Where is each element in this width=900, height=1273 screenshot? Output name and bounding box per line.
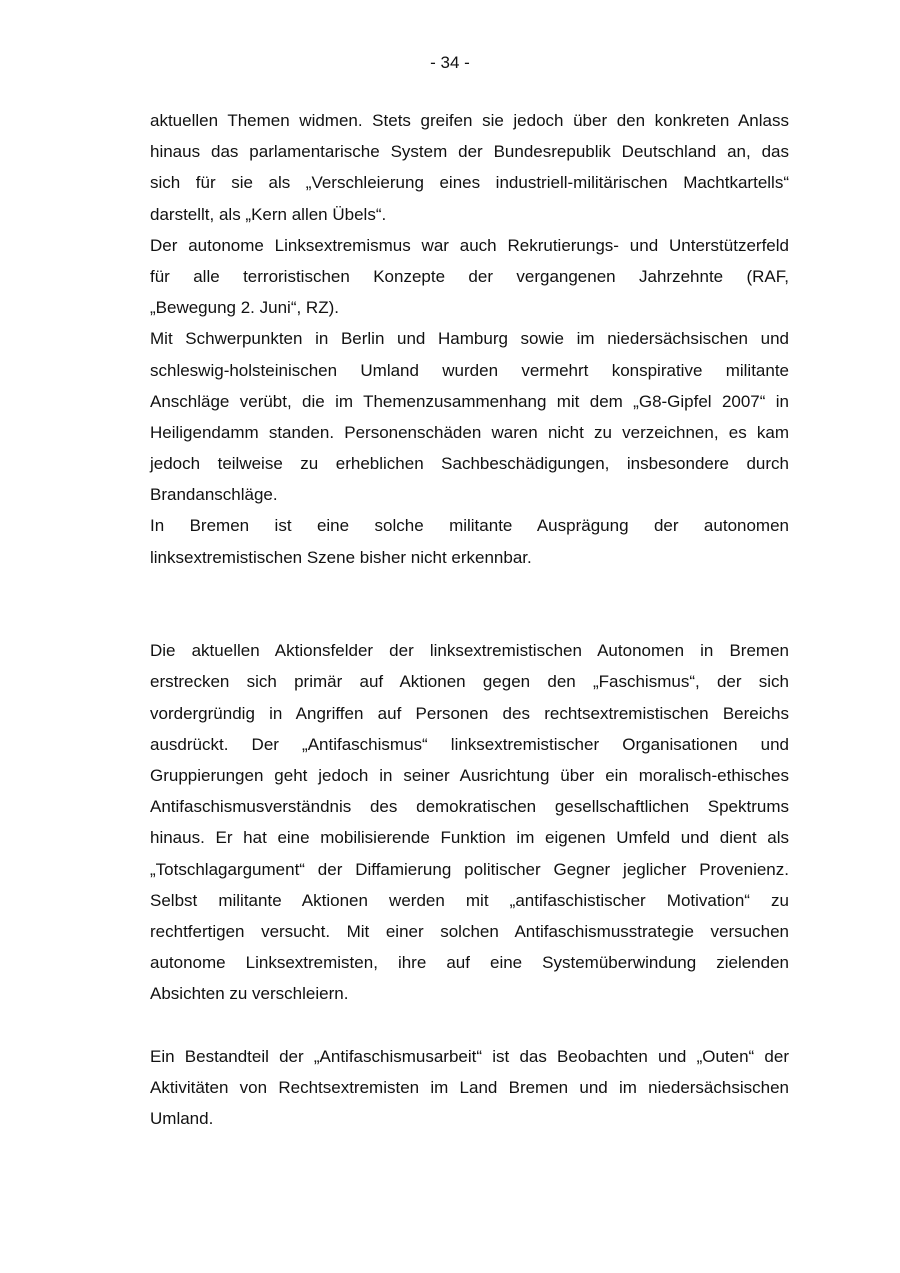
text-line: Gruppierungen geht jedoch in seiner Ausrichtung über ein moralisch-ethisches [150,765,789,785]
text-line: Heiligendamm standen. Personenschäden waren nicht zu verzeichnen, es kam [150,422,789,442]
document-body [150,105,789,1134]
spacer [150,573,789,635]
text-line: aktuellen Themen widmen. Stets greifen sie jedoch über den konkreten Anlass [150,111,789,130]
text-line: schleswig-holsteinischen Umland wurden vermehrt konspirative militante [150,360,789,380]
paragraph [150,230,789,324]
text-line: Absichten zu verschleiern. [150,984,349,1004]
text-line: jedoch teilweise zu erheblichen Sachbeschädigungen, insbesondere durch [150,454,789,474]
text-line: hinaus. Er hat eine mobilisierende Funktion im eigenen Umfeld und dient als [150,828,789,848]
text-line: ausdrückt. Der „Antifaschismus“ linksextremistischer Organisationen und [150,734,789,754]
text-line: „Bewegung 2. Juni“, RZ). [150,298,339,318]
paragraph [150,105,789,230]
text-line: Der autonome Linksextremismus war auch Rekrutierungs- und Unterstützerfeld [150,235,789,255]
text-line: linksextremistischen Szene bisher nicht erkennbar. [150,547,532,567]
paragraph [150,510,789,572]
paragraph [150,1041,789,1135]
text-line: Umland. [150,1109,214,1129]
text-line: Aktivitäten von Rechtsextremisten im Land Bremen und im niedersächsischen [150,1077,789,1097]
text-line: Ein Bestandteil der „Antifaschismusarbeit“ ist das Beobachten und „Outen“ der [150,1046,789,1066]
paragraph [150,323,789,510]
text-line: für alle terroristischen Konzepte der vergangenen Jahrzehnte (RAF, [150,266,789,286]
text-line: Anschläge verübt, die im Themenzusammenhang mit dem „G8-Gipfel 2007“ in [150,391,789,411]
text-line: autonome Linksextremisten, ihre auf eine Systemüberwindung zielenden [150,953,789,973]
spacer [150,1009,789,1040]
text-line: „Totschlagargument“ der Diffamierung politischer Gegner jeglicher Provenienz. [150,859,789,879]
text-line: hinaus das parlamentarische System der Bundesrepublik Deutschland an, das [150,142,789,162]
text-line: In Bremen ist eine solche militante Ausprägung der autonomen [150,516,789,536]
text-line: Die aktuellen Aktionsfelder der linksextremistischen Autonomen in Bremen [150,641,789,661]
text-line: darstellt, als „Kern allen Übels“. [150,204,387,224]
text-line: Brandanschläge. [150,485,278,505]
text-line: Selbst militante Aktionen werden mit „antifaschistischer Motivation“ zu [150,890,789,910]
paragraph [150,635,789,1009]
page-number: - 34 - [430,53,470,72]
text-line: vordergründig in Angriffen auf Personen des rechtsextremistischen Bereichs [150,703,789,723]
text-line: rechtfertigen versucht. Mit einer solchen Antifaschismusstrategie versuchen [150,921,789,941]
text-line: Mit Schwerpunkten in Berlin und Hamburg sowie im niedersächsischen und [150,329,789,349]
text-line: erstrecken sich primär auf Aktionen gegen den „Faschismus“, der sich [150,672,789,692]
text-line: sich für sie als „Verschleierung eines industriell-militärischen Machtkartells“ [150,173,789,193]
text-line: Antifaschismusverständnis des demokratischen gesellschaftlichen Spektrums [150,797,789,817]
